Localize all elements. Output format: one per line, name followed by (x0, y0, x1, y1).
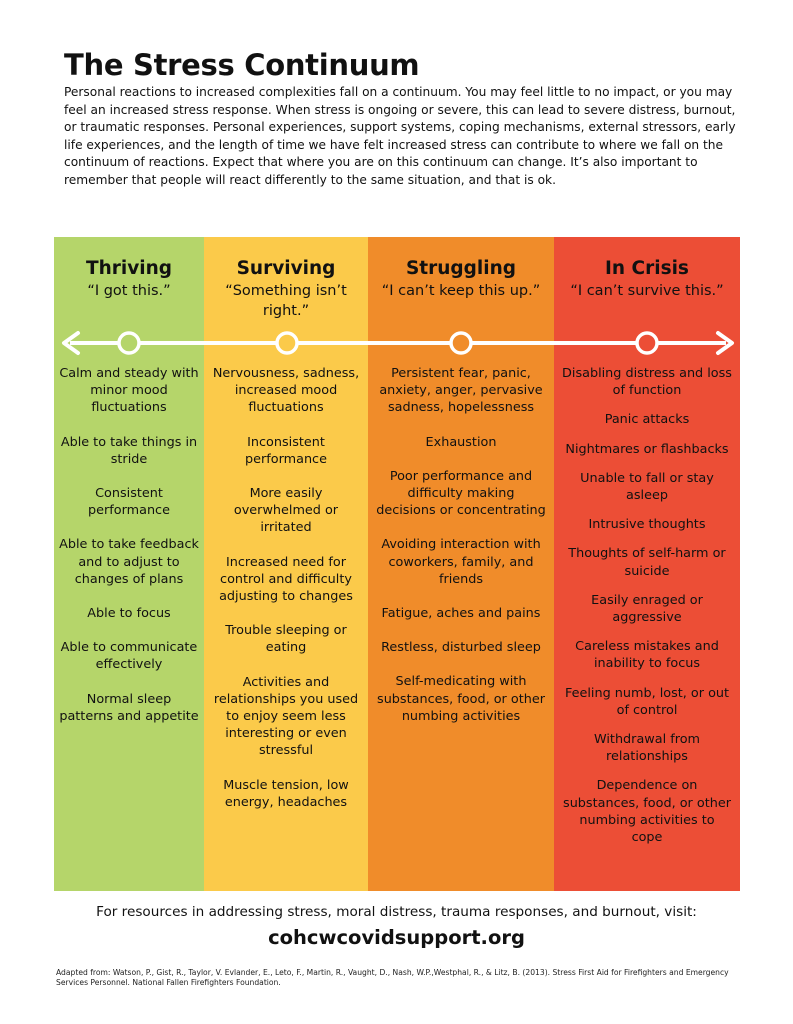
list-item: Disabling distress and loss of function (562, 366, 732, 399)
citation: Adapted from: Watson, P., Gist, R., Taylor, V. Evlander, E., Leto, F., Martin, R., Vaught, D., Nash, W.P.,Westphal, R., & Litz, B. (2013). Stress First Aid for Firefighters and Emergency Services Personnel. National Fallen Firefighters Foundation. (56, 968, 729, 987)
list-item: Dependence on substances, food, or other numbing activities to cope (563, 778, 731, 846)
intro-paragraph: Personal reactions to increased complexities fall on a continuum. You may feel little to no impact, or you may feel an increased stress response. When stress is ongoing or severe, this can lead to severe distress, burnout, or traumatic responses. Personal experiences, support systems, coping mechanisms, external stressors, early life experiences, and the length of time we have felt increased stress can contribute to where we fall on the continuum of reactions. Expect that where you are on this continuum can change. It’s also important to remember that people will react differently to the same situation, and that is ok. (64, 85, 736, 187)
list-item: Able to focus (87, 606, 171, 622)
column-quote: “I got this.” (87, 283, 171, 299)
marker-thriving (119, 333, 139, 353)
column-quote: “I can’t keep this up.” (381, 283, 541, 299)
continuum-axis (60, 329, 736, 357)
list-item: Activities and relationships you used to enjoy seem less interesting or even stressful (213, 674, 359, 759)
list-item: Persistent fear, panic, anxiety, anger, pervasive sadness, hopelessness (379, 366, 543, 416)
list-item: Inconsistent performance (245, 434, 327, 467)
list-item: Trouble sleeping or eating (225, 623, 347, 656)
list-item: Able to communicate effectively (60, 640, 198, 673)
list-item: Able to take feedback and to adjust to changes of plans (59, 537, 199, 587)
list-item: Withdrawal from relationships (594, 732, 700, 765)
marker-in-crisis (637, 333, 657, 353)
column-quote: “Something isn’t right.” (225, 283, 347, 319)
list-item: Avoiding interaction with coworkers, family, and friends (381, 537, 541, 587)
column-heading: Thriving (85, 258, 173, 279)
list-item: Unable to fall or stay asleep (580, 470, 714, 504)
list-item: Feeling numb, lost, or out of control (564, 685, 730, 718)
list-item: Panic attacks (604, 412, 690, 428)
stress-continuum-board (54, 237, 740, 891)
continuum-axis-graphic (60, 329, 736, 357)
list-item: Thoughts of self-harm or suicide (568, 546, 726, 579)
list-item: Able to take things in stride (60, 434, 198, 467)
list-item: Nervousness, sadness, increased mood fluctuations (212, 366, 360, 416)
marker-struggling (451, 333, 471, 353)
column-items (562, 365, 732, 858)
column-heading: Struggling (405, 258, 517, 279)
column-items (210, 365, 362, 828)
resources-text: For resources in addressing stress, moral distress, trauma responses, and burnout, visit: (96, 904, 697, 920)
list-item: Restless, disturbed sleep (381, 640, 541, 656)
column-items (58, 365, 200, 742)
list-item: More easily overwhelmed or irritated (233, 486, 339, 536)
column-heading: Surviving (236, 258, 336, 279)
list-item: Increased need for control and difficulty adjusting to changes (219, 554, 353, 605)
list-item: Easily enraged or aggressive (591, 592, 703, 626)
marker-surviving (277, 333, 297, 353)
list-item: Nightmares or flashbacks (565, 441, 729, 457)
list-item: Muscle tension, low energy, headaches (223, 777, 349, 810)
list-item: Consistent performance (88, 486, 170, 519)
column-items (376, 365, 546, 742)
list-item: Careless mistakes and inability to focus (575, 639, 719, 672)
list-item: Calm and steady with minor mood fluctuations (59, 366, 199, 416)
list-item: Self-medicating with substances, food, or other numbing activities (377, 674, 545, 724)
list-item: Exhaustion (425, 434, 497, 450)
page-title: The Stress Continuum (64, 48, 420, 82)
list-item: Poor performance and difficulty making decisions or concentrating (376, 468, 546, 519)
column-heading: In Crisis (605, 258, 689, 279)
resources-url[interactable]: cohcwcovidsupport.org (268, 926, 525, 949)
list-item: Fatigue, aches and pains (381, 606, 541, 622)
column-quote: “I can’t survive this.” (570, 283, 724, 299)
list-item: Intrusive thoughts (588, 517, 706, 533)
list-item: Normal sleep patterns and appetite (59, 691, 199, 724)
